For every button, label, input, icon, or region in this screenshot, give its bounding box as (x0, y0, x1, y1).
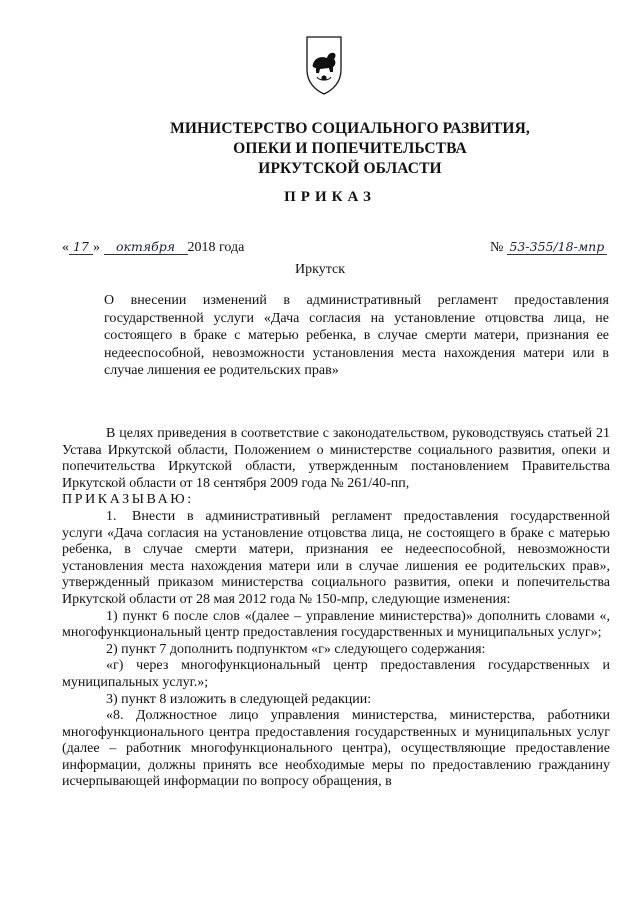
subitem-3-text-paragraph: «8. Должностное лицо управления министерства, министерства, работники многофункционального центра предоставления государственных и муниципальных услуг (далее – работник многофункционального центра), осуществляющие предоставление информации, должны принять все необходимые меры по предоставлению гражданину исчерпывающей информации по вопросу обращения, в (62, 708, 610, 790)
item-1-text: Внести в административный регламент предоставления государственной услуги «Дача согласия на установление отцовства лица, не состоящего в браке с матерью ребенка, в случае смерти матери, признания ее недееспособной, невозможности установления места нахождения матери или в случае лишения ее родительских прав», утвержденный приказом министерства социального развития, опеки и попечительства Иркутской области от 28 мая 2012 года № 150-мпр, следующие изменения: (62, 508, 610, 607)
irkutsk-coat-of-arms-icon (303, 34, 345, 96)
order-date (62, 240, 244, 256)
order-subject: О внесении изменений в административный регламент предоставления государственной услуги «Дача согласия на установление отцовства лица, не состоящего в браке с матерью ребенка, в случае смерти матери, признания ее недееспособной, невозможности установления места нахождения матери или в случае лишения ее родительских прав» (104, 293, 609, 378)
order-word: ПРИКАЗЫВАЮ: (62, 492, 194, 508)
ministry-line-1: МИНИСТЕРСТВО СОЦИАЛЬНОГО РАЗВИТИЯ, (170, 120, 530, 137)
subitem-2-paragraph: 2) пункт 7 дополнить подпунктом «г» следующего содержания: (106, 641, 486, 657)
order-city: Иркутск (294, 262, 346, 277)
item-1-number: 1. (106, 508, 117, 524)
order-month: октября (104, 240, 188, 255)
ministry-line-2: ОПЕКИ И ПОПЕЧИТЕЛЬСТВА (233, 140, 467, 157)
subitem-2-text-paragraph: «г) через многофункциональный центр предоставления государственных и муниципальных услуг.»; (62, 658, 610, 690)
quote-open: « (62, 240, 69, 255)
order-day: 17 (69, 240, 93, 255)
subitem-3-paragraph: 3) пункт 8 изложить в следующей редакции: (106, 691, 372, 707)
number-label: № (490, 240, 504, 255)
ministry-title (150, 119, 550, 179)
document-type: ПРИКАЗ (284, 189, 376, 205)
preamble-paragraph: В целях приведения в соответствие с законодательством, руководствуясь статьей 21 Устава Иркутской области, Положением о министерстве социального развития, опеки и попечительства Иркутской области, утвержденным постановлением Правительства Иркутской области от 18 сентября 2009 года № 261/40-пп, (62, 426, 610, 491)
ministry-line-3: ИРКУТСКОЙ ОБЛАСТИ (258, 160, 442, 177)
order-body (62, 426, 610, 791)
order-number-value: 53-355/18-мпр (507, 240, 607, 255)
order-number (490, 240, 607, 256)
quote-close: » (93, 240, 100, 255)
subitem-1-paragraph: 1) пункт 6 после слов «(далее – управление министерства)» дополнить словами «, многофункциональный центр предоставления государственных и муниципальных услуг»; (62, 608, 610, 641)
item-1-paragraph (62, 509, 610, 609)
order-year: 2018 года (187, 240, 245, 255)
